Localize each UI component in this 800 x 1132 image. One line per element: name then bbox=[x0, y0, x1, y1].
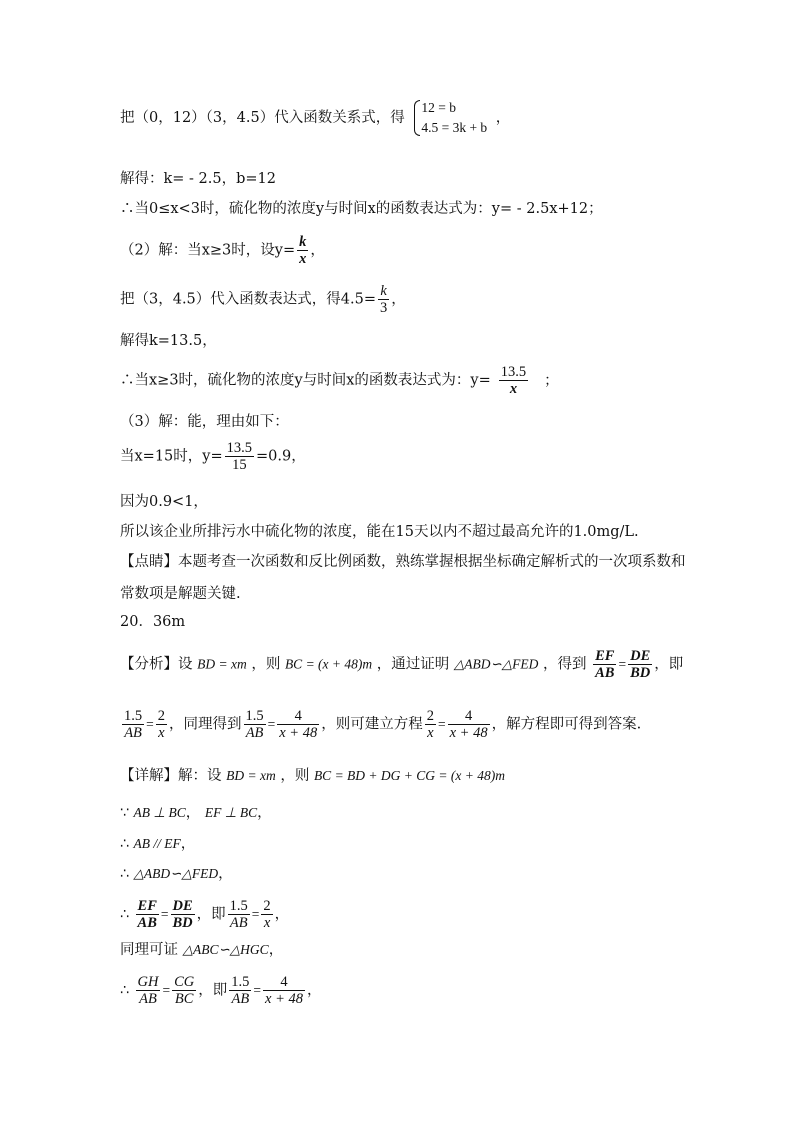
fraction: $\frac{2}{x}$ bbox=[157, 708, 165, 741]
line-part2 bbox=[120, 234, 325, 267]
equation-system bbox=[413, 98, 487, 138]
fraction: $\frac{4}{x + 48}$ bbox=[265, 974, 303, 1007]
line-x15 bbox=[120, 440, 306, 473]
line-solve-k: 解得k=13.5， bbox=[120, 333, 217, 349]
text: 【分析】设 bbox=[120, 656, 193, 673]
text: ∴当x≥3时，硫化物的浓度y与时间x的函数表达式为：y= bbox=[120, 372, 491, 389]
fraction: $\frac{CG}{BC}$ bbox=[174, 974, 195, 1007]
fraction: $\frac{4}{x + 48}$ bbox=[449, 708, 488, 741]
math-expression: AB // EF bbox=[133, 836, 181, 851]
fraction: $\frac{1.5}{AB}$ bbox=[231, 974, 250, 1007]
math-expression: AB ⊥ BC bbox=[133, 805, 186, 820]
text: ，得到 bbox=[543, 656, 587, 673]
math-expression: BC = (x + 48)m bbox=[284, 656, 373, 672]
line-analysis-2: $\frac{1.5}{AB}$ = $\frac{2}{x}$ ，同理得到 $\frac{1.5}{AB}$ = $\frac{4}{x + 48}$ ，则可建立方程 $\frac{2}{x}$ = $\frac{4}{x + 48}$ ，解方程即可得到答案. bbox=[124, 708, 642, 741]
text: 当x=15时，y= bbox=[120, 448, 223, 465]
equation: 4.5 = 3k + b bbox=[421, 120, 488, 135]
text: ，则 bbox=[251, 656, 281, 673]
fraction: $\frac{1.5}{AB}$ bbox=[124, 708, 143, 741]
math-expression: △ABD∽△FED bbox=[133, 866, 219, 881]
text: ，即 bbox=[654, 656, 684, 673]
fraction: $\frac{GH}{AB}$ bbox=[137, 974, 159, 1007]
line-substitute-3 bbox=[120, 283, 406, 316]
line-ratio-1: ∴ $\frac{EF}{AB}$ = $\frac{DE}{BD}$ ，即 $\frac{1.5}{AB}$ = $\frac{2}{x}$ ， bbox=[120, 898, 290, 931]
fraction: $\frac{4}{x + 48}$ bbox=[279, 708, 318, 741]
question-20-answer: 20．36m bbox=[120, 614, 186, 630]
fraction: $\frac{EF}{AB}$ bbox=[595, 648, 615, 681]
line-similar-1: ∴ △ABD∽△FED， bbox=[120, 866, 233, 882]
text: 【详解】解：设 bbox=[120, 768, 222, 784]
text: 把（0，12）（3，4.5）代入函数关系式，得 bbox=[120, 110, 405, 126]
text: 把（3，4.5）代入函数表达式，得4.5= bbox=[120, 291, 376, 308]
fraction: $\frac{1.5}{AB}$ bbox=[245, 708, 264, 741]
fraction: $\frac{EF}{AB}$ bbox=[137, 898, 157, 931]
math-expression: △ABD∽△FED bbox=[453, 656, 539, 672]
line-part3: （3）解：能，理由如下： bbox=[120, 414, 289, 430]
line-conclusion-2 bbox=[120, 364, 559, 397]
text: ，通过证明 bbox=[376, 656, 450, 673]
line-compare: 因为0.9<1， bbox=[120, 494, 208, 510]
fraction: $\frac{2}{x}$ bbox=[426, 708, 434, 741]
text: =0.9， bbox=[256, 448, 306, 465]
line-parallel: ∴ AB // EF， bbox=[120, 836, 196, 852]
equation: 12 = b bbox=[421, 100, 456, 115]
text: （2）解：当x≥3时，设y= bbox=[120, 242, 296, 259]
line-similar-2: 同理可证 △ABC∽△HGC， bbox=[120, 942, 284, 958]
math-expression: EF ⊥ BC bbox=[204, 805, 258, 820]
text: ，解方程即可得到答案. bbox=[491, 716, 642, 733]
fraction: $\frac{13.5}{15}$ bbox=[226, 440, 252, 473]
fraction: $\frac{DE}{BD}$ bbox=[630, 648, 651, 681]
line-comment-2: 常数项是解题关键. bbox=[120, 586, 241, 602]
line-analysis: 【分析】设 BD = xm ，则 BC = (x + 48)m ，通过证明 △ABD∽△FED ，得到 $\frac{EF}{AB}$ = $\frac{DE}{BD}$ ，即 bbox=[120, 648, 684, 681]
line-ratio-2: ∴ $\frac{GH}{AB}$ = $\frac{CG}{BC}$ ，即 $\frac{1.5}{AB}$ = $\frac{4}{x + 48}$ ， bbox=[120, 974, 322, 1007]
fraction: $\frac{k}{x}$ bbox=[299, 234, 307, 267]
math-expression: △ABC∽△HGC bbox=[182, 942, 269, 957]
math-expression: BD = xm bbox=[226, 768, 276, 783]
text: ，则可建立方程 bbox=[321, 716, 423, 733]
text: ， bbox=[310, 242, 325, 259]
line-comment-1: 【点睛】本题考查一次函数和反比例函数，熟练掌握根据坐标确定解析式的一次项系数和 bbox=[120, 554, 686, 570]
text: ； bbox=[544, 372, 559, 389]
math-expression: BD = xm bbox=[197, 656, 247, 672]
text: ，同理得到 bbox=[169, 716, 242, 733]
text: ，则 bbox=[280, 768, 310, 784]
text: ， bbox=[391, 291, 406, 308]
text: ， bbox=[495, 110, 511, 126]
line-conclusion-1: ∴当0≤x<3时，硫化物的浓度y与时间x的函数表达式为：y= - 2.5x+12； bbox=[120, 201, 603, 217]
fraction: $\frac{13.5}{x}$ bbox=[500, 364, 527, 397]
line-final-answer: 所以该企业所排污水中硫化物的浓度，能在15天以内不超过最高允许的1.0mg/L. bbox=[120, 524, 639, 540]
line-because-perpendicular: ∵ AB ⊥ BC， EF ⊥ BC， bbox=[120, 805, 272, 821]
line-substitute-points bbox=[120, 98, 510, 138]
line-solve-kb: 解得：k= - 2.5，b=12 bbox=[120, 171, 276, 187]
fraction: $\frac{2}{x}$ bbox=[263, 898, 271, 931]
math-expression: BC = BD + DG + CG = (x + 48)m bbox=[313, 768, 505, 783]
line-detail-start bbox=[120, 766, 505, 786]
fraction: $\frac{k}{3}$ bbox=[380, 283, 388, 316]
fraction: $\frac{DE}{BD}$ bbox=[172, 898, 193, 931]
fraction: $\frac{1.5}{AB}$ bbox=[229, 898, 248, 931]
